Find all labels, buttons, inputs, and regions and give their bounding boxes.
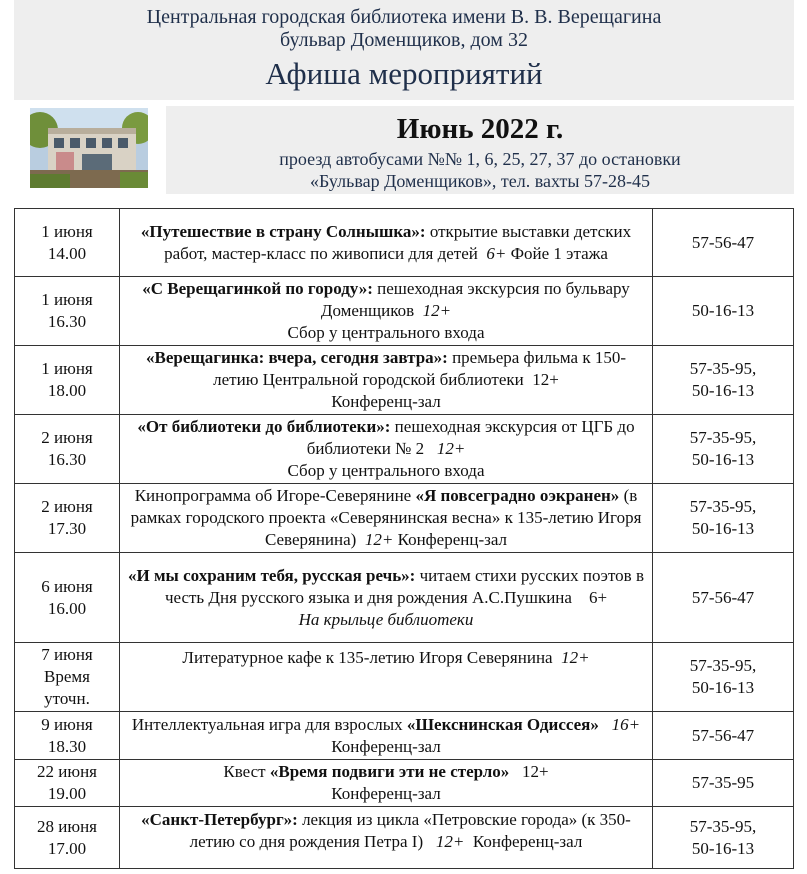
age-rating: 12+ xyxy=(364,530,394,549)
event-phone xyxy=(653,209,794,277)
table-row xyxy=(15,277,794,346)
event-intro: Кинопрограмма об Игоре-Северянине xyxy=(134,486,416,505)
age-rating: 12+ xyxy=(532,370,559,389)
table-row xyxy=(15,712,794,760)
event-text: читаем стихи русских поэтов в честь Дня русского языка и дня рождения А.С.Пушкина xyxy=(164,565,644,607)
age-rating: 12+ xyxy=(422,301,452,320)
event-venue: Конференц-зал xyxy=(331,736,441,756)
event-text: пешеходная экскурсия от ЦГБ до библиотеки № 2 xyxy=(306,417,635,458)
event-phone xyxy=(653,415,794,484)
table-row xyxy=(15,553,794,643)
building-photo-icon xyxy=(30,108,148,188)
phone-number: 57-35-95, xyxy=(689,428,757,447)
event-date: 9 июня xyxy=(41,714,93,734)
event-phone xyxy=(653,553,794,643)
age-rating: 12+ xyxy=(435,832,465,851)
event-date: 1 июня xyxy=(41,359,93,378)
bus-info: проезд автобусами №№ 1, 6, 25, 27, 37 до остановки xyxy=(279,149,681,169)
phone-number: 57-35-95 xyxy=(691,773,755,792)
event-description xyxy=(120,277,653,346)
page-title: Афиша мероприятий xyxy=(265,56,543,91)
library-address: бульвар Доменщиков, дом 32 xyxy=(280,29,528,51)
event-title: «С Верещагинкой по городу»: xyxy=(142,279,373,298)
age-rating: 12+ xyxy=(561,648,590,667)
event-description xyxy=(120,484,653,553)
event-phone xyxy=(653,712,794,760)
event-phone xyxy=(653,760,794,807)
event-description xyxy=(120,760,653,807)
phone-number: 57-56-47 xyxy=(691,587,755,607)
event-date: 2 июня xyxy=(41,497,93,516)
event-title: «Верещагинка: вчера, сегодня завтра»: xyxy=(145,348,448,367)
table-row xyxy=(15,807,794,869)
event-date-cell xyxy=(15,346,120,415)
event-venue: На крыльце библиотеки xyxy=(298,609,474,629)
event-time: 18.00 xyxy=(47,381,87,400)
phone-number: 50-16-13 xyxy=(691,678,755,697)
event-date: 1 июня xyxy=(41,221,93,241)
event-date-cell xyxy=(15,209,120,277)
table-row xyxy=(15,484,794,553)
table-row xyxy=(15,643,794,712)
event-phone xyxy=(653,346,794,415)
event-phone xyxy=(653,277,794,346)
event-date: 22 июня xyxy=(37,762,97,781)
event-time: 16.00 xyxy=(47,598,87,618)
event-intro: Интеллектуальная игра для взрослых xyxy=(131,714,407,734)
phone-number: 50-16-13 xyxy=(691,519,755,538)
phone-number: 57-35-95, xyxy=(689,816,757,836)
event-venue: Конференц-зал xyxy=(331,784,441,803)
table-row xyxy=(15,415,794,484)
event-venue: Конференц-зал xyxy=(331,392,441,411)
event-time: 17.30 xyxy=(47,519,87,538)
event-description xyxy=(120,346,653,415)
event-phone xyxy=(653,807,794,869)
event-date-cell xyxy=(15,553,120,643)
age-rating: 16+ xyxy=(611,714,641,734)
event-date: 7 июня xyxy=(41,645,93,664)
library-name: Центральная городская библиотека имени В. В. Верещагина xyxy=(146,6,662,28)
event-title: «От библиотеки до библиотеки»: xyxy=(137,417,391,436)
stop-and-phone-info: «Бульвар Доменщиков», тел. вахты 57-28-45 xyxy=(310,171,650,191)
event-time-note: уточн. xyxy=(44,689,90,708)
event-phone xyxy=(653,484,794,553)
event-time: 17.00 xyxy=(47,838,87,858)
month-title: Июнь 2022 г. xyxy=(396,113,564,145)
event-time: 16.30 xyxy=(47,450,87,469)
event-text: Литературное кафе к 135-летию Игоря Северянина xyxy=(182,648,553,667)
event-description xyxy=(120,415,653,484)
event-text: открытие выставки детских работ, мастер-класс по живописи для детей xyxy=(164,221,632,263)
table-row xyxy=(15,760,794,807)
poster-header xyxy=(14,0,794,100)
phone-number: 57-56-47 xyxy=(691,232,755,252)
event-title: «Я повсеградно оэкранен» xyxy=(415,486,620,505)
age-rating: 6+ xyxy=(486,243,507,263)
event-date-cell xyxy=(15,807,120,869)
event-date-cell xyxy=(15,415,120,484)
event-venue: Фойе 1 этажа xyxy=(506,243,608,263)
event-time: 19.00 xyxy=(47,784,87,803)
event-title: «Путешествие в страну Солнышка»: xyxy=(140,221,426,241)
phone-number: 50-16-13 xyxy=(691,301,755,320)
event-title: «Шекснинская Одиссея» xyxy=(406,714,599,734)
event-description xyxy=(120,553,653,643)
phone-number: 57-56-47 xyxy=(691,725,755,745)
event-date: 6 июня xyxy=(41,576,93,596)
age-rating: 6+ xyxy=(588,587,608,607)
event-title: «Время подвиги эти не стерло» xyxy=(269,762,510,781)
event-date-cell xyxy=(15,484,120,553)
event-date: 1 июня xyxy=(41,290,93,309)
event-description xyxy=(120,643,653,712)
event-text: (в рамках городского проекта «Северянинская весна» к 135-летию Игоря Северянина) xyxy=(130,486,642,549)
event-venue: Сбор у центрального входа xyxy=(287,461,485,480)
event-time: 16.30 xyxy=(47,312,87,331)
phone-number: 57-35-95, xyxy=(689,656,757,675)
event-venue: Конференц-зал xyxy=(472,832,583,851)
event-text: лекция из цикла «Петровские города» (к 350-летию со дня рождения Петра I) xyxy=(189,810,631,851)
event-title: «Санкт-Петербург»: xyxy=(141,810,298,829)
event-description xyxy=(120,209,653,277)
events-table xyxy=(14,208,794,869)
event-title: «И мы сохраним тебя, русская речь»: xyxy=(128,565,416,585)
event-date-cell xyxy=(15,712,120,760)
month-banner xyxy=(166,106,794,194)
event-intro: Квест xyxy=(223,762,270,781)
event-date: 28 июня xyxy=(37,816,97,836)
event-date-cell xyxy=(15,643,120,712)
table-row xyxy=(15,346,794,415)
event-time: Время xyxy=(44,667,90,686)
event-text: пешеходная экскурсия по бульвару Доменщиков xyxy=(320,279,630,320)
event-date: 2 июня xyxy=(41,428,93,447)
phone-number: 57-35-95, xyxy=(689,359,757,378)
age-rating: 12+ xyxy=(436,439,466,458)
phone-number: 50-16-13 xyxy=(691,450,755,469)
event-phone xyxy=(653,643,794,712)
table-row xyxy=(15,209,794,277)
library-building-photo xyxy=(30,108,148,188)
event-text: премьера фильма к 150-летию Центральной городской библиотеки xyxy=(213,348,627,389)
event-time: 18.30 xyxy=(47,736,87,756)
event-time: 14.00 xyxy=(47,243,87,263)
phone-number: 50-16-13 xyxy=(691,381,755,400)
event-description xyxy=(120,807,653,869)
phone-number: 50-16-13 xyxy=(691,838,755,858)
age-rating: 12+ xyxy=(521,762,549,781)
event-date-cell xyxy=(15,277,120,346)
event-description xyxy=(120,712,653,760)
event-date-cell xyxy=(15,760,120,807)
event-venue: Конференц-зал xyxy=(393,530,508,549)
phone-number: 57-35-95, xyxy=(689,497,757,516)
event-venue: Сбор у центрального входа xyxy=(287,323,485,342)
